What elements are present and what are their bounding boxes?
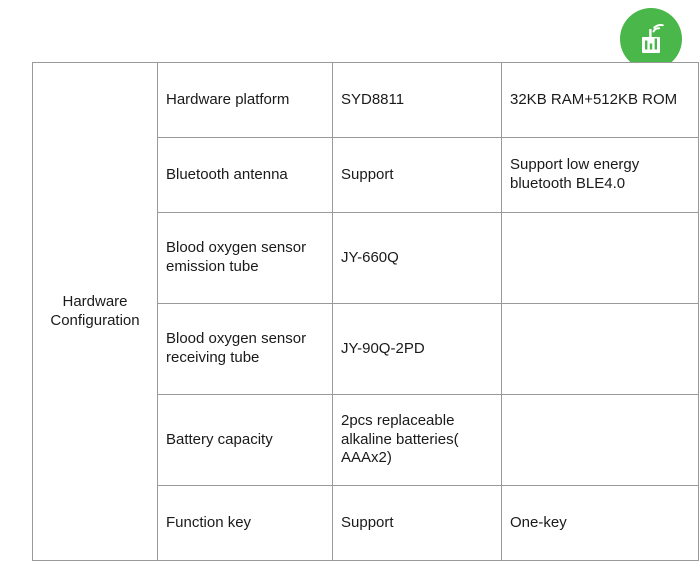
spec-item: Bluetooth antenna: [158, 138, 333, 213]
spec-item: Blood oxygen sensor emission tube: [158, 213, 333, 304]
spec-item: Battery capacity: [158, 395, 333, 486]
hardware-configuration-table: [32, 62, 699, 561]
spec-value-1: JY-90Q-2PD: [333, 304, 502, 395]
spec-value-2: [502, 304, 699, 395]
spec-value-2: Support low energy bluetooth BLE4.0: [502, 138, 699, 213]
company-logo-icon: [620, 8, 682, 70]
spec-value-2: [502, 395, 699, 486]
spec-value-1: JY-660Q: [333, 213, 502, 304]
table-row: [33, 63, 699, 138]
spec-value-2: 32KB RAM+512KB ROM: [502, 63, 699, 138]
spec-value-1: 2pcs replaceable alkaline batteries( AAAx2): [333, 395, 502, 486]
spec-value-1: Support: [333, 486, 502, 561]
row-group-label-line1: Hardware: [62, 292, 128, 310]
row-group-label: [33, 63, 158, 561]
spec-value-1: Support: [333, 138, 502, 213]
spec-item: Blood oxygen sensor receiving tube: [158, 304, 333, 395]
row-group-label-line2: Configuration: [50, 311, 140, 329]
spec-value-2: One-key: [502, 486, 699, 561]
spec-item: Hardware platform: [158, 63, 333, 138]
spec-value-2: [502, 213, 699, 304]
spec-item: Function key: [158, 486, 333, 561]
spec-value-1: SYD8811: [333, 63, 502, 138]
